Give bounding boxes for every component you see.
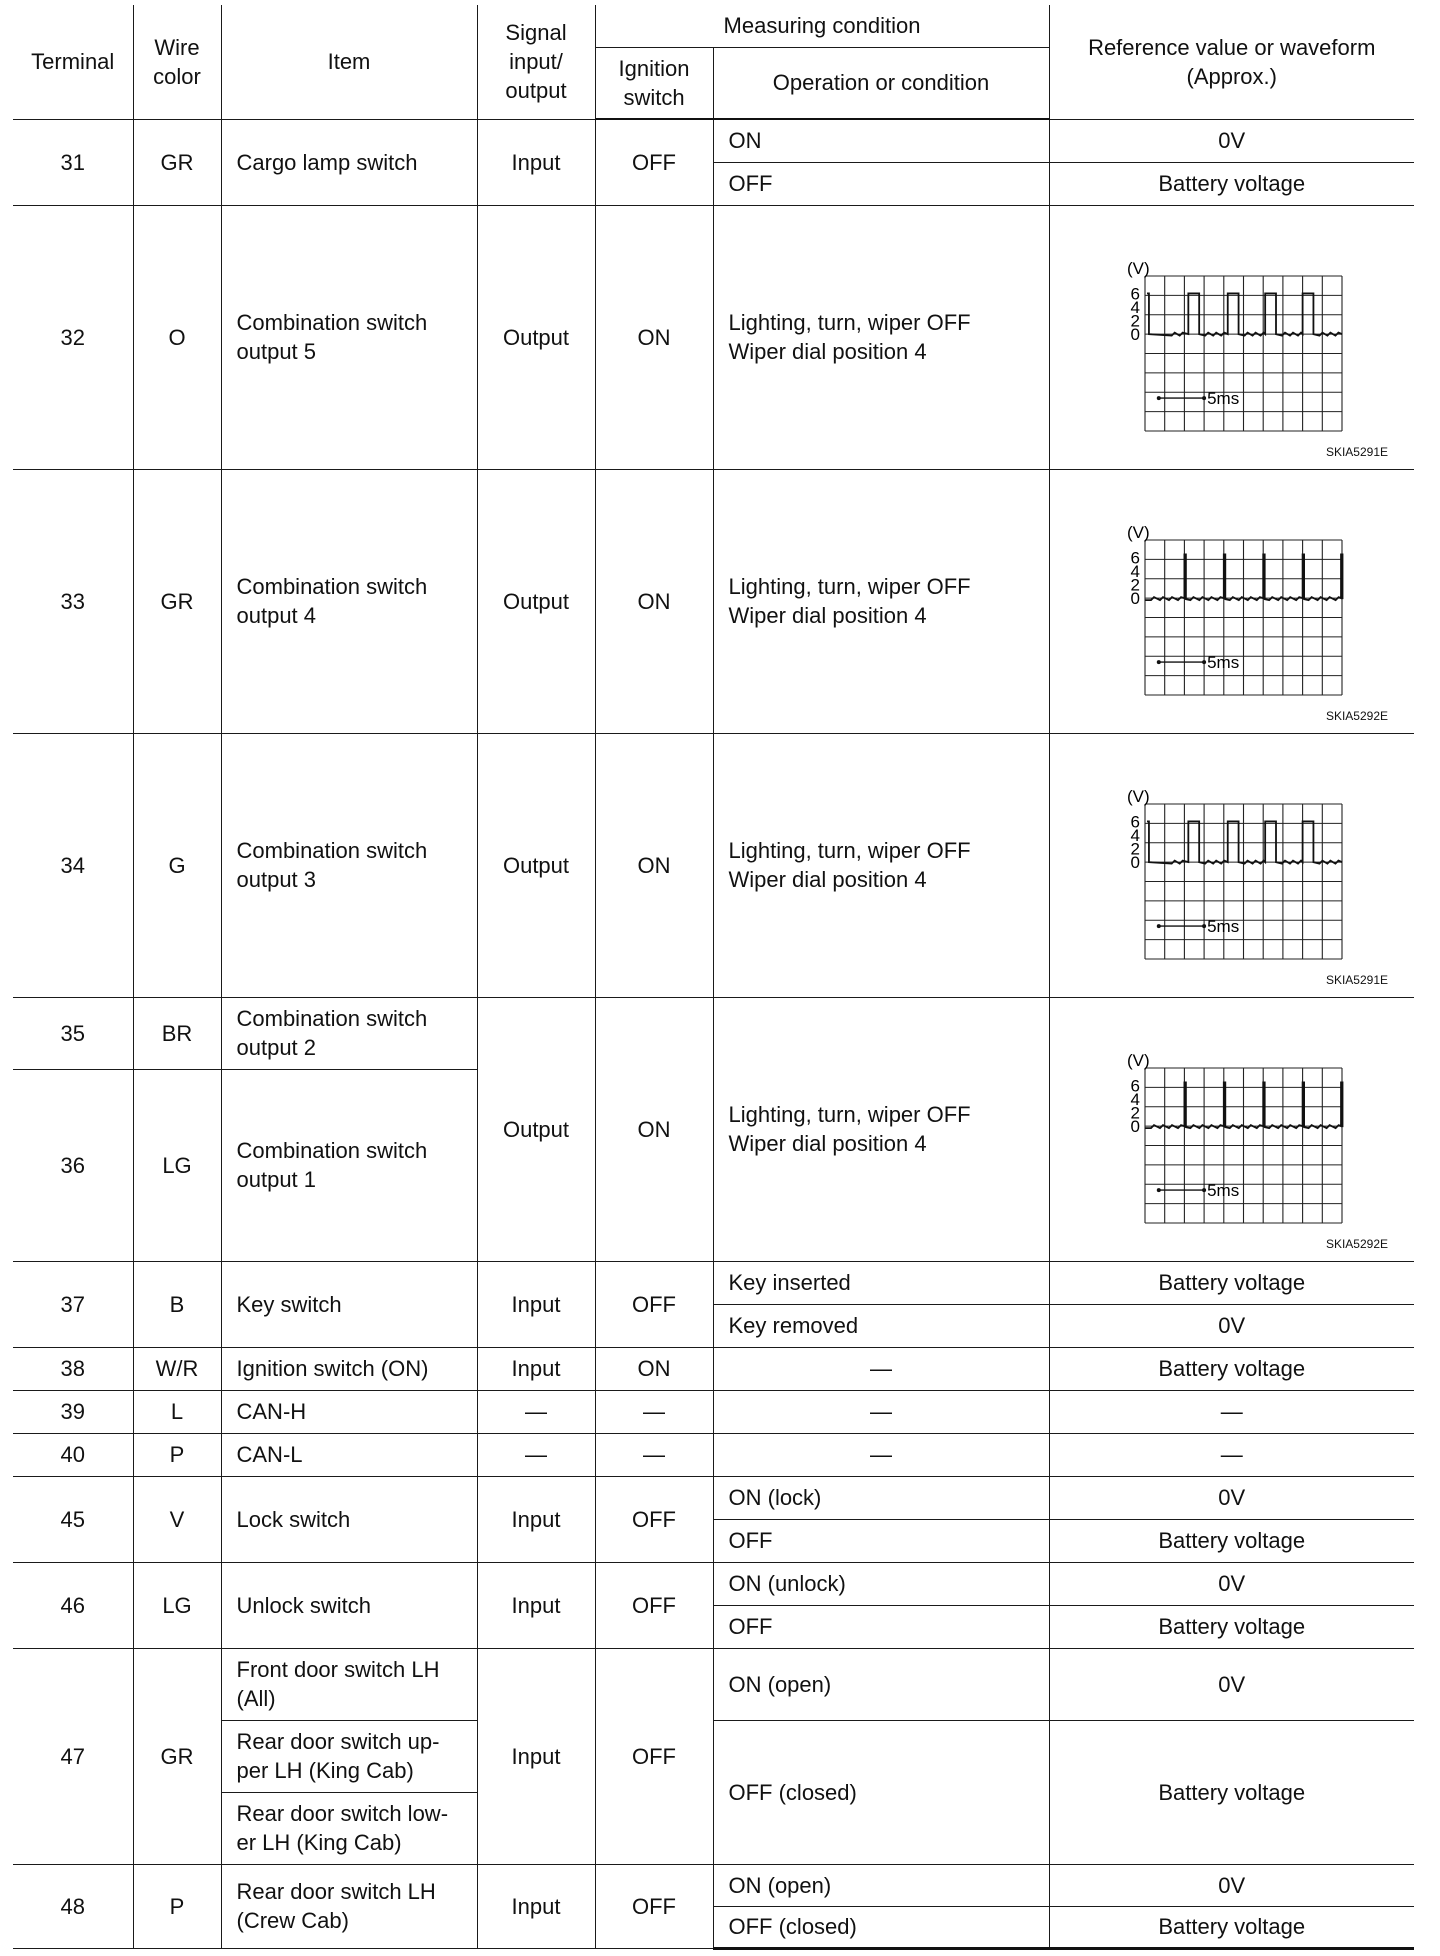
signal-cell: Input	[477, 1864, 595, 1948]
y-tick-label: 0	[1130, 852, 1140, 872]
item-cell: Rear door switch LH (Crew Cab)	[221, 1864, 477, 1948]
ignition-cell: OFF	[595, 1864, 713, 1948]
y-tick-label: 2	[1130, 311, 1140, 331]
reference-cell: Battery voltage	[1049, 1519, 1414, 1562]
wire-cell: GR	[133, 469, 221, 733]
signal-cell: Input	[477, 1648, 595, 1864]
y-tick-label: 4	[1130, 825, 1140, 845]
ignition-cell: OFF	[595, 1261, 713, 1347]
operation-cell: ON	[713, 119, 1049, 162]
reference-cell: —	[1049, 1433, 1414, 1476]
terminal-cell: 34	[13, 733, 133, 997]
operation-cell: OFF	[713, 162, 1049, 205]
time-scale-start-marker	[1156, 924, 1160, 928]
signal-cell: —	[477, 1390, 595, 1433]
y-tick-label: 0	[1130, 324, 1140, 344]
table-row	[13, 119, 1414, 162]
reference-cell: Battery voltage	[1049, 1906, 1414, 1948]
reference-cell: Battery voltage	[1049, 162, 1414, 205]
figure-code: SKIA5292E	[1325, 708, 1388, 723]
signal-cell: Output	[477, 733, 595, 997]
signal-cell: Input	[477, 1476, 595, 1562]
table-row	[13, 1720, 1414, 1792]
y-tick-label: 4	[1130, 1089, 1140, 1109]
axis-unit-label: (V)	[1126, 1050, 1150, 1070]
y-tick-label: 4	[1130, 561, 1140, 581]
table-row	[13, 1261, 1414, 1304]
operation-cell: Lighting, turn, wiper OFF Wiper dial position 4	[713, 733, 1049, 997]
time-scale-end-marker	[1202, 660, 1206, 664]
header-ignition-switch: Ignition switch	[595, 47, 713, 119]
terminal-cell: 47	[13, 1648, 133, 1864]
y-tick-label: 4	[1130, 297, 1140, 317]
reference-cell: Battery voltage	[1049, 1261, 1414, 1304]
reference-cell: —	[1049, 1390, 1414, 1433]
item-cell: Combination switch output 2	[221, 997, 477, 1069]
terminal-cell: 39	[13, 1390, 133, 1433]
reference-cell: Battery voltage	[1049, 1720, 1414, 1864]
item-cell: Rear door switch up- per LH (King Cab)	[221, 1720, 477, 1792]
table-row	[13, 1476, 1414, 1519]
ignition-cell: OFF	[595, 1562, 713, 1648]
signal-cell: Input	[477, 1347, 595, 1390]
terminal-cell: 45	[13, 1476, 133, 1562]
header-operation: Operation or condition	[713, 47, 1049, 119]
wire-cell: O	[133, 205, 221, 469]
table-row	[13, 733, 1414, 997]
time-scale-start-marker	[1156, 396, 1160, 400]
item-cell: Combination switch output 4	[221, 469, 477, 733]
time-scale-label: 5ms	[1206, 1180, 1239, 1200]
item-cell: Combination switch output 3	[221, 733, 477, 997]
wire-cell: L	[133, 1390, 221, 1433]
table-row	[13, 1562, 1414, 1605]
operation-cell: ON (unlock)	[713, 1562, 1049, 1605]
item-cell: Combination switch output 5	[221, 205, 477, 469]
signal-cell: Output	[477, 997, 595, 1261]
ignition-cell: OFF	[595, 119, 713, 205]
time-scale-end-marker	[1202, 1188, 1206, 1192]
wire-cell: GR	[133, 119, 221, 205]
time-scale-label: 5ms	[1206, 652, 1239, 672]
ignition-cell: —	[595, 1433, 713, 1476]
y-tick-label: 0	[1130, 1116, 1140, 1136]
y-tick-label: 6	[1130, 811, 1140, 831]
time-scale-end-marker	[1202, 396, 1206, 400]
operation-cell: —	[713, 1347, 1049, 1390]
ignition-cell: ON	[595, 733, 713, 997]
time-scale-label: 5ms	[1206, 916, 1239, 936]
ignition-cell: ON	[595, 469, 713, 733]
item-cell: Lock switch	[221, 1476, 477, 1562]
signal-cell: Output	[477, 469, 595, 733]
axis-unit-label: (V)	[1126, 786, 1150, 806]
ignition-cell: —	[595, 1390, 713, 1433]
table-row	[13, 1347, 1414, 1390]
y-tick-label: 6	[1130, 1075, 1140, 1095]
ignition-cell: OFF	[595, 1648, 713, 1864]
item-cell: Key switch	[221, 1261, 477, 1347]
header-measuring-condition: Measuring condition	[595, 5, 1049, 47]
wire-cell: LG	[133, 1069, 221, 1261]
waveform-chart	[1105, 518, 1355, 688]
wire-cell: B	[133, 1261, 221, 1347]
terminal-cell: 37	[13, 1261, 133, 1347]
signal-cell: Input	[477, 1562, 595, 1648]
item-cell: CAN-L	[221, 1433, 477, 1476]
item-cell: CAN-H	[221, 1390, 477, 1433]
waveform-chart	[1105, 1046, 1355, 1216]
header-terminal: Terminal	[13, 5, 133, 119]
table-row	[13, 205, 1414, 469]
terminal-cell: 33	[13, 469, 133, 733]
operation-cell: ON (lock)	[713, 1476, 1049, 1519]
wire-cell: GR	[133, 1648, 221, 1864]
ignition-cell: ON	[595, 997, 713, 1261]
waveform-cell	[1049, 205, 1414, 469]
y-tick-label: 2	[1130, 575, 1140, 595]
wire-cell: G	[133, 733, 221, 997]
reference-cell: Battery voltage	[1049, 1605, 1414, 1648]
signal-cell: Output	[477, 205, 595, 469]
terminal-cell: 40	[13, 1433, 133, 1476]
table-row	[13, 1648, 1414, 1720]
waveform-cell	[1049, 997, 1414, 1261]
ignition-cell: ON	[595, 1347, 713, 1390]
axis-unit-label: (V)	[1126, 258, 1150, 278]
operation-cell: Key inserted	[713, 1261, 1049, 1304]
operation-cell: Lighting, turn, wiper OFF Wiper dial position 4	[713, 997, 1049, 1261]
terminal-cell: 36	[13, 1069, 133, 1261]
time-scale-start-marker	[1156, 1188, 1160, 1192]
waveform-chart	[1105, 782, 1355, 952]
axis-unit-label: (V)	[1126, 522, 1150, 542]
wire-cell: P	[133, 1864, 221, 1948]
operation-cell: OFF	[713, 1605, 1049, 1648]
reference-cell: 0V	[1049, 1476, 1414, 1519]
wire-cell: W/R	[133, 1347, 221, 1390]
terminal-cell: 32	[13, 205, 133, 469]
table-row	[13, 1433, 1414, 1476]
wire-cell: LG	[133, 1562, 221, 1648]
time-scale-label: 5ms	[1206, 388, 1239, 408]
operation-cell: OFF (closed)	[713, 1720, 1049, 1864]
terminal-cell: 46	[13, 1562, 133, 1648]
table-row	[13, 469, 1414, 733]
y-tick-label: 0	[1130, 588, 1140, 608]
operation-cell: ON (open)	[713, 1648, 1049, 1720]
item-cell: Front door switch LH (All)	[221, 1648, 477, 1720]
terminal-cell: 31	[13, 119, 133, 205]
y-tick-label: 6	[1130, 283, 1140, 303]
figure-code: SKIA5291E	[1325, 444, 1388, 459]
signal-cell: —	[477, 1433, 595, 1476]
table-row	[13, 1864, 1414, 1906]
ignition-cell: OFF	[595, 1476, 713, 1562]
operation-cell: —	[713, 1390, 1049, 1433]
reference-cell: 0V	[1049, 1562, 1414, 1605]
wire-cell: V	[133, 1476, 221, 1562]
operation-cell: Key removed	[713, 1304, 1049, 1347]
reference-cell: 0V	[1049, 1304, 1414, 1347]
figure-code: SKIA5291E	[1325, 972, 1388, 987]
time-scale-end-marker	[1202, 924, 1206, 928]
operation-cell: —	[713, 1433, 1049, 1476]
item-cell: Ignition switch (ON)	[221, 1347, 477, 1390]
table-row	[13, 1390, 1414, 1433]
operation-cell: Lighting, turn, wiper OFF Wiper dial position 4	[713, 205, 1049, 469]
reference-cell: 0V	[1049, 1648, 1414, 1720]
table-row	[13, 997, 1414, 1069]
terminal-cell: 35	[13, 997, 133, 1069]
waveform-chart	[1105, 254, 1355, 424]
waveform-cell	[1049, 733, 1414, 997]
y-tick-label: 2	[1130, 839, 1140, 859]
operation-cell: Lighting, turn, wiper OFF Wiper dial position 4	[713, 469, 1049, 733]
signal-cell: Input	[477, 1261, 595, 1347]
operation-cell: OFF (closed)	[713, 1906, 1049, 1948]
item-cell: Rear door switch low- er LH (King Cab)	[221, 1792, 477, 1864]
reference-cell: 0V	[1049, 1864, 1414, 1906]
time-scale-start-marker	[1156, 660, 1160, 664]
header-item: Item	[221, 5, 477, 119]
wire-cell: P	[133, 1433, 221, 1476]
y-tick-label: 2	[1130, 1103, 1140, 1123]
header-wire-color: Wire color	[133, 5, 221, 119]
terminal-reference-table	[13, 5, 1414, 1950]
reference-cell: 0V	[1049, 119, 1414, 162]
header-reference: Reference value or waveform (Approx.)	[1049, 5, 1414, 119]
y-tick-label: 6	[1130, 547, 1140, 567]
figure-code: SKIA5292E	[1325, 1236, 1388, 1251]
ignition-cell: ON	[595, 205, 713, 469]
item-cell: Combination switch output 1	[221, 1069, 477, 1261]
operation-cell: OFF	[713, 1519, 1049, 1562]
wire-cell: BR	[133, 997, 221, 1069]
reference-cell: Battery voltage	[1049, 1347, 1414, 1390]
operation-cell: ON (open)	[713, 1864, 1049, 1906]
item-cell: Cargo lamp switch	[221, 119, 477, 205]
item-cell: Unlock switch	[221, 1562, 477, 1648]
header-signal: Signal input/ output	[477, 5, 595, 119]
terminal-cell: 48	[13, 1864, 133, 1948]
signal-cell: Input	[477, 119, 595, 205]
terminal-cell: 38	[13, 1347, 133, 1390]
waveform-cell	[1049, 469, 1414, 733]
